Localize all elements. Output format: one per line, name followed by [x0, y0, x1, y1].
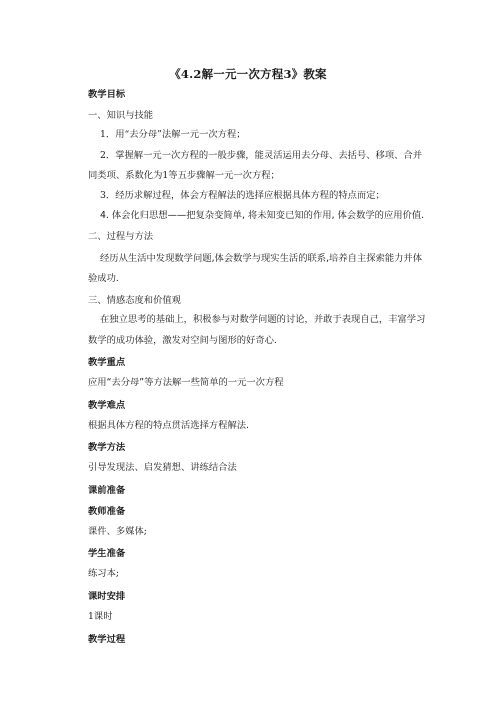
knowledge-item-2-line-1: 2．掌握解一元一次方程的一般步骤，能灵活运用去分母、去括号、移项、合并: [100, 150, 423, 161]
knowledge-item-3: 3．经历求解过程，体会方程解法的选择应根据具体方程的特点而定；: [100, 190, 385, 201]
teacher-prep-text: 课件、多媒体;: [88, 526, 147, 537]
student-prep-text: 练习本;: [88, 568, 120, 579]
difficult-points-heading: 教学难点: [88, 400, 126, 411]
emotion-heading: 三、情感态度和价值观: [88, 295, 181, 306]
document-title: 《4.2解一元一次方程3》教案: [169, 67, 327, 81]
prep-heading: 课前准备: [88, 485, 126, 496]
process-heading: 二、过程与方法: [88, 231, 154, 242]
schedule-heading: 课时安排: [88, 591, 126, 602]
key-points-text: 应用“去分母”等方法解一些简单的一元一次方程: [88, 377, 284, 388]
method-heading: 教学方法: [88, 442, 126, 453]
process-text-line-2: 验成功.: [88, 273, 119, 284]
key-points-heading: 教学重点: [88, 357, 126, 368]
emotion-text-line-1: 在独立思考的基础上，积极参与对数学问题的讨论，并敢于表现自己，丰富学习: [100, 314, 426, 325]
goals-heading: 教学目标: [88, 89, 126, 100]
process-text-line-1: 经历从生活中发现数学问题,体会数学与现实生活的联系,培养自主探索能力并体: [100, 253, 423, 264]
method-text: 引导发现法、启发猜想、讲练结合法: [88, 462, 237, 473]
knowledge-item-2-line-2: 同类项、系数化为1等五步骤解一元一次方程；: [88, 170, 280, 181]
schedule-text: 1课时: [88, 611, 113, 622]
student-prep-heading: 学生准备: [88, 548, 126, 559]
knowledge-item-1: 1．用“去分母”法解一元一次方程；: [100, 129, 246, 140]
knowledge-heading: 一、知识与技能: [88, 110, 154, 121]
teacher-prep-heading: 教师准备: [88, 506, 126, 517]
emotion-text-line-2: 数学的成功体验，激发对空间与图形的好奇心.: [88, 335, 277, 346]
knowledge-item-4: 4. 体会化归思想——把复杂变简单, 将未知变已知的作用, 体会数学的应用价值.: [100, 210, 425, 221]
difficult-points-text: 根据具体方程的特点贯活选择方程解法.: [88, 420, 250, 431]
teaching-process-heading: 教学过程: [88, 634, 126, 645]
